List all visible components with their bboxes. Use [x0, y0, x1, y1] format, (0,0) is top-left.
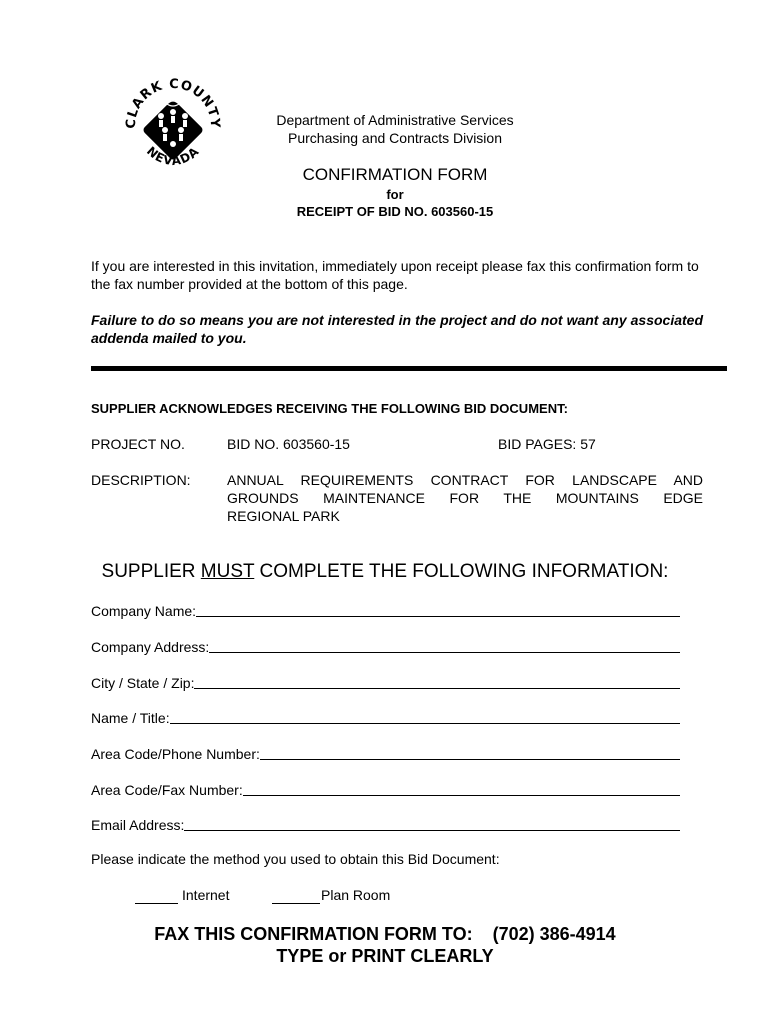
field-label: Name / Title:	[91, 710, 170, 726]
option-label: Internet	[182, 887, 230, 903]
description-line: ANNUAL REQUIREMENTS CONTRACT FOR LANDSCAPE AND	[227, 472, 703, 488]
fill-line[interactable]	[170, 723, 680, 724]
for-text: for	[386, 187, 404, 202]
warning-text: Failure to do so means you are not interested in the project and do not want any associated addenda mailed to you.	[91, 312, 703, 346]
option-label: Plan Room	[321, 887, 391, 903]
email-address-field[interactable]	[91, 814, 680, 834]
fill-line[interactable]	[184, 830, 680, 831]
city-state-zip-field[interactable]	[91, 672, 680, 692]
form-title: CONFIRMATION FORM	[302, 165, 488, 184]
receipt-line: RECEIPT OF BID NO. 603560-15	[296, 204, 494, 219]
heading-prefix: SUPPLIER	[101, 561, 201, 582]
department-name: Department of Administrative Services	[276, 112, 514, 128]
heading-suffix: COMPLETE THE FOLLOWING INFORMATION:	[254, 561, 669, 582]
heading-must: MUST	[200, 561, 255, 582]
internet-checkbox-blank[interactable]	[135, 889, 178, 904]
fill-line[interactable]	[196, 616, 680, 617]
method-option-internet[interactable]	[135, 886, 229, 904]
fill-line[interactable]	[209, 652, 680, 653]
fax-number-field[interactable]	[91, 779, 680, 799]
field-label: Area Code/Fax Number:	[91, 782, 243, 798]
bid-number: BID NO. 603560-15	[227, 436, 350, 452]
fill-line[interactable]	[194, 688, 680, 689]
description-line: GROUNDS MAINTENANCE FOR THE MOUNTAINS EDGE	[227, 490, 703, 506]
fill-line[interactable]	[243, 795, 680, 796]
instruction-text: If you are interested in this invitation, immediately upon receipt please fax this confirmation form to the fax number provided at the bottom of this page.	[91, 258, 699, 292]
company-address-field[interactable]	[91, 636, 680, 656]
plan-room-checkbox-blank[interactable]	[272, 889, 320, 904]
field-label: Company Address:	[91, 639, 210, 655]
bid-pages: BID PAGES: 57	[498, 436, 596, 452]
acknowledgement-heading: SUPPLIER ACKNOWLEDGES RECEIVING THE FOLLOWING BID DOCUMENT:	[91, 401, 568, 416]
description-line: REGIONAL PARK	[227, 508, 340, 524]
field-label: City / State / Zip:	[91, 675, 195, 691]
fill-line[interactable]	[260, 759, 680, 760]
company-name-field[interactable]	[91, 600, 680, 620]
name-title-field[interactable]	[91, 707, 680, 727]
division-name: Purchasing and Contracts Division	[288, 130, 502, 146]
description-label: DESCRIPTION:	[91, 472, 191, 488]
method-prompt: Please indicate the method you used to obtain this Bid Document:	[91, 851, 500, 867]
type-print-instruction: TYPE or PRINT CLEARLY	[276, 946, 494, 966]
fax-instruction: FAX THIS CONFIRMATION FORM TO: (702) 386-4914	[154, 924, 616, 944]
project-label: PROJECT NO.	[91, 436, 185, 452]
field-label: Email Address:	[91, 817, 185, 833]
field-label: Company Name:	[91, 603, 197, 619]
description-value	[227, 471, 703, 525]
logo-top-text: CLARK COUNTY	[123, 76, 223, 130]
field-label: Area Code/Phone Number:	[91, 746, 260, 762]
supplier-must-heading	[60, 561, 710, 583]
method-option-plan-room[interactable]	[272, 886, 390, 904]
phone-number-field[interactable]	[91, 743, 680, 763]
divider-rule	[91, 366, 727, 371]
logo-bottom-text: NEVADA	[143, 143, 203, 169]
